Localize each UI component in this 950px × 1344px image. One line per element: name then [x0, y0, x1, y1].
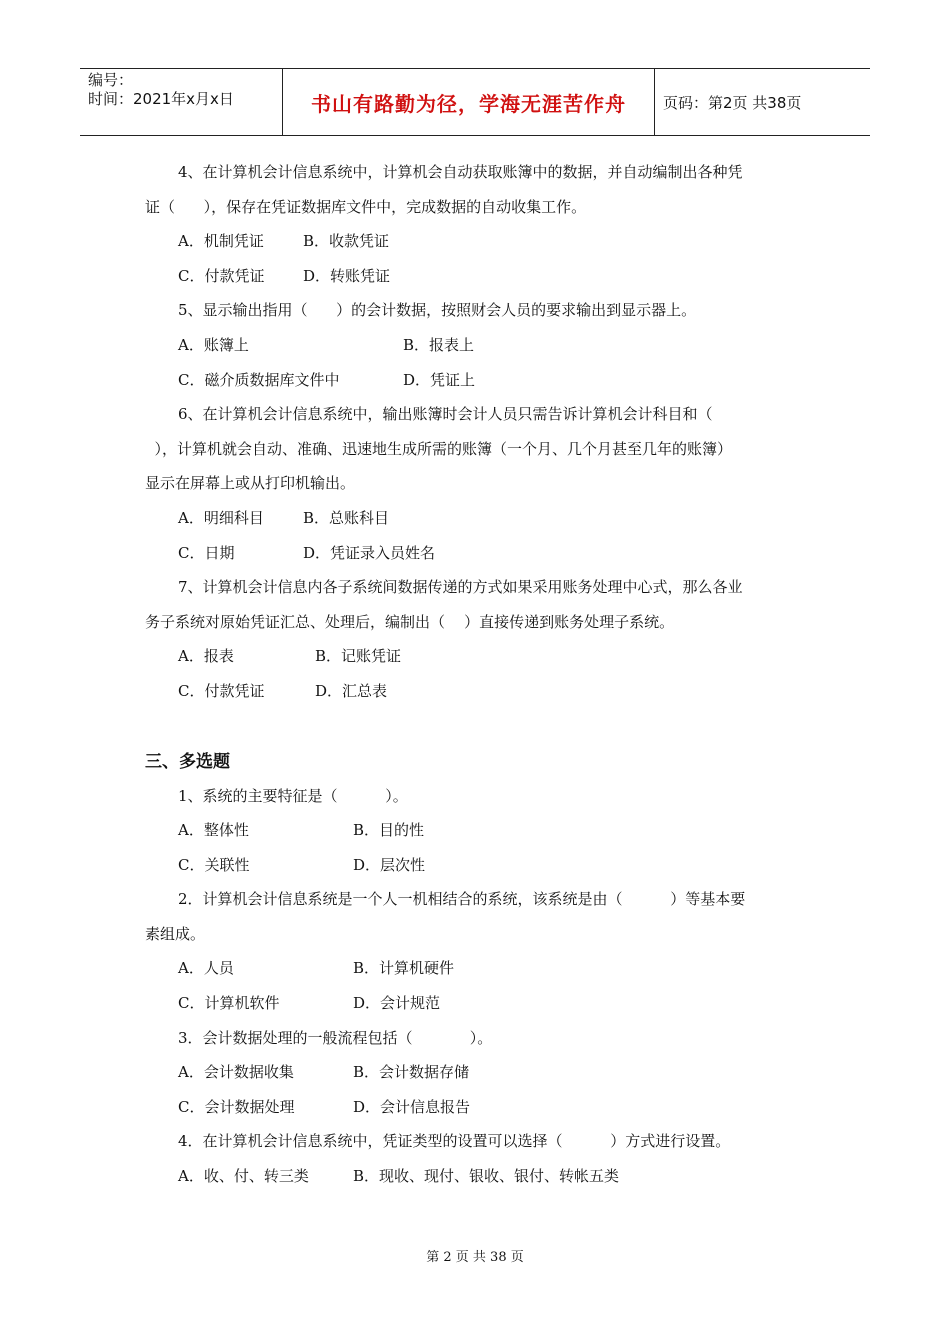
option-a: A．整体性	[178, 821, 249, 840]
option-d: D．转账凭证	[303, 266, 391, 285]
option-row	[145, 363, 825, 398]
question-text: 3．会计数据处理的一般流程包括（ ）。	[178, 1028, 493, 1047]
option-b: B．目的性	[353, 821, 425, 840]
question-text: 素组成。	[145, 924, 206, 943]
option-row	[145, 1055, 825, 1090]
option-row	[145, 328, 825, 363]
option-d: D．会计规范	[353, 994, 441, 1013]
option-b: B．记账凭证	[315, 647, 402, 666]
question-text: 显示在屏幕上或从打印机输出。	[145, 474, 356, 493]
option-c: C．会计数据处理	[178, 1097, 295, 1116]
header-meta	[80, 69, 282, 135]
option-row	[145, 951, 825, 986]
question-text: 7、计算机会计信息内各子系统间数据传递的方式如果采用账务处理中心式，那么各业	[178, 578, 743, 597]
page-header	[80, 68, 870, 136]
page-footer: 第 2 页 共 38 页	[426, 1250, 524, 1265]
question-text: 6、在计算机会计信息系统中，输出账簿时会计人员只需告诉计算机会计科目和（	[178, 405, 713, 424]
option-d: D．汇总表	[315, 681, 388, 700]
option-c: C．计算机软件	[178, 994, 280, 1013]
document-body	[145, 155, 825, 1194]
option-d: D．凭证上	[403, 370, 476, 389]
question-text: ），计算机就会自动、准确、迅速地生成所需的账簿（一个月、几个月甚至几年的账簿）	[145, 439, 733, 458]
option-a: A．报表	[178, 647, 234, 666]
option-row	[145, 1090, 825, 1125]
option-b: B．会计数据存储	[353, 1063, 470, 1082]
option-row	[145, 848, 825, 883]
option-b: B．报表上	[403, 335, 475, 354]
option-row	[145, 1159, 825, 1194]
question-text: 2．计算机会计信息系统是一个人一机相结合的系统，该系统是由（ ）等基本要	[178, 890, 746, 909]
option-row	[145, 259, 825, 294]
header-page-info: 页码：第2页 共38页	[663, 93, 802, 112]
option-row	[145, 813, 825, 848]
question-text: 5、显示输出指用（ ）的会计数据，按照财会人员的要求输出到显示器上。	[178, 301, 697, 320]
option-b: B．收款凭证	[303, 232, 390, 251]
option-row	[145, 674, 825, 709]
option-c: C．关联性	[178, 855, 250, 874]
option-row	[145, 501, 825, 536]
question-text: 证（ ），保存在凭证数据库文件中，完成数据的自动收集工作。	[145, 197, 587, 216]
option-d: D．凭证录入员姓名	[303, 543, 436, 562]
option-b: B．总账科目	[303, 508, 390, 527]
question-text: 4、在计算机会计信息系统中，计算机会自动获取账簿中的数据，并自动编制出各种凭	[178, 163, 743, 181]
option-b: B．现收、现付、银收、银付、转帐五类	[353, 1167, 620, 1186]
option-d: D．层次性	[353, 855, 426, 874]
number-label: 编号：	[88, 71, 134, 89]
option-b: B．计算机硬件	[353, 959, 455, 978]
option-a: A．明细科目	[178, 508, 264, 527]
option-a: A．账簿上	[178, 335, 249, 354]
option-a: A．机制凭证	[178, 232, 264, 251]
question-text: 4．在计算机会计信息系统中，凭证类型的设置可以选择（ ）方式进行设置。	[178, 1132, 731, 1151]
option-c: C．付款凭证	[178, 681, 265, 700]
option-row	[145, 986, 825, 1021]
time-label: 时间：2021年x月x日	[88, 90, 234, 108]
option-a: A．收、付、转三类	[178, 1167, 309, 1186]
question-text: 务子系统对原始凭证汇总、处理后，编制出（ ）直接传递到账务处理子系统。	[145, 612, 675, 631]
option-c: C．付款凭证	[178, 266, 265, 285]
option-a: A．人员	[178, 959, 234, 978]
option-row	[145, 639, 825, 674]
header-motto: 书山有路勤为径，学海无涯苦作舟	[282, 69, 655, 135]
option-d: D．会计信息报告	[353, 1097, 471, 1116]
option-row	[145, 224, 825, 259]
option-c: C．磁介质数据库文件中	[178, 370, 340, 389]
option-row	[145, 536, 825, 571]
option-a: A．会计数据收集	[178, 1063, 294, 1082]
question-text: 1、系统的主要特征是（ ）。	[178, 786, 408, 805]
section-title: 三、多选题	[145, 751, 230, 772]
option-c: C．日期	[178, 543, 235, 562]
